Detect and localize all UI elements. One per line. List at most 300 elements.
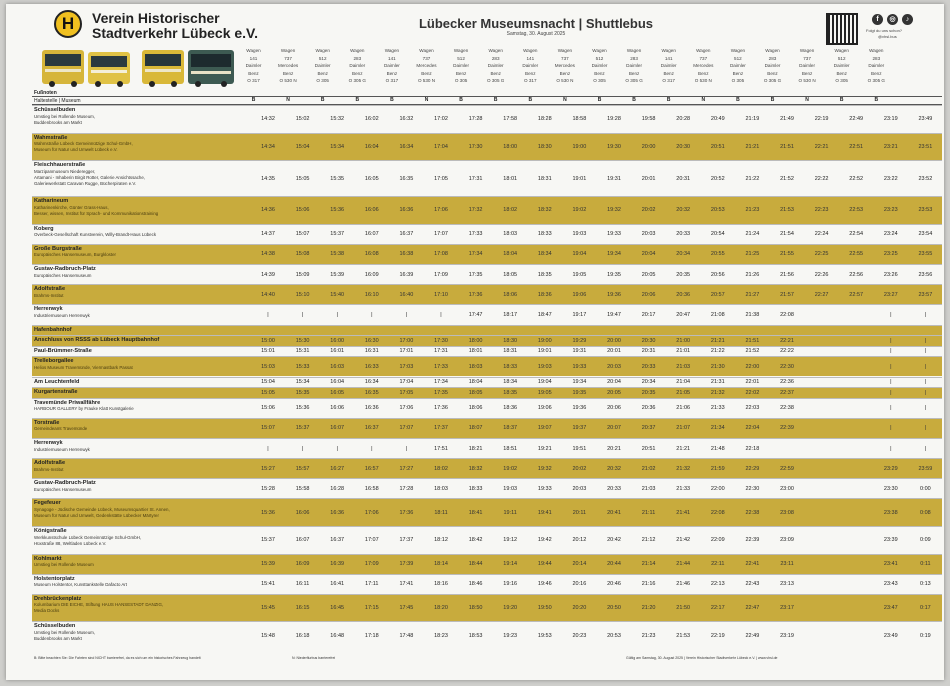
departure-time: | [890,337,892,344]
departure-time: | [336,445,338,452]
departure-time: 18:37 [503,425,518,432]
departure-time: 22:37 [780,389,794,396]
departure-time: 21:05 [676,389,691,396]
bus-header-m: Daimler [660,63,677,69]
departure-time: 16:37 [330,537,345,544]
departure-time: | [890,445,892,452]
departure-time: 19:14 [503,561,518,568]
departure-time: 21:03 [676,363,691,370]
departure-time: 16:05 [330,389,345,396]
departure-time: 19:35 [572,389,587,396]
accessibility-code: B [390,97,394,103]
departure-time: 17:30 [434,337,448,344]
departure-time: 21:30 [710,363,725,370]
departure-time: 19:31 [572,348,587,355]
table-row [32,458,942,478]
departure-time: 15:39 [261,561,275,568]
bus-header [686,47,721,85]
departure-time: 19:00 [537,337,552,344]
departure-time: 15:10 [295,291,310,298]
stop-description: Industriemuseum Herrenwyk [34,312,90,318]
timetable-sheet [6,4,944,680]
departure-time: 16:36 [399,207,414,214]
table-row [32,264,942,284]
departure-time: 22:09 [710,537,725,544]
departure-time: | [890,389,892,396]
departure-time: 21:51 [780,143,794,150]
bus-header-b: Benz [421,70,432,76]
bus-header-n: 141 [526,55,535,61]
instagram-icon: ◎ [887,14,898,25]
departure-time: 21:21 [745,143,760,150]
departure-time: 17:15 [364,605,379,612]
departure-time: 15:02 [295,116,310,123]
departure-time: 19:36 [572,405,587,412]
departure-time: | [890,311,892,318]
stop-name: Gustav-Radbruch-Platz [34,480,96,487]
bus-header-t: O 530 N [279,78,297,84]
departure-time: 21:03 [641,485,656,492]
table-row [32,418,942,438]
departure-time: 22:39 [780,425,794,432]
departure-time: 17:31 [434,348,448,355]
table-row [32,554,942,574]
departure-time: 20:35 [676,271,691,278]
departure-time: 21:27 [745,291,760,298]
departure-time: 20:31 [641,348,656,355]
departure-time: 21:52 [745,348,760,355]
departure-time: 16:11 [295,581,310,588]
departure-time: 18:00 [503,143,518,150]
accessibility-code: B [770,97,775,103]
departure-time: 21:12 [641,537,656,544]
table-row [32,244,942,264]
departure-time: 15:01 [261,348,275,355]
departure-time: 15:37 [330,231,345,238]
stop-name: Am Leuchtenfeld [34,378,80,385]
stop-description: Museum Holstentor, Kunsttankstelle Dafacto Art [34,582,127,588]
departure-time: 17:28 [468,116,483,123]
departure-time: 16:09 [364,271,379,278]
departure-time: 18:16 [434,581,448,588]
stop-name: Trelleborgallee [34,358,74,365]
departure-time: 14:34 [261,143,275,150]
departure-time: 22:11 [711,561,725,568]
organization-name-line2: Stadtverkehr Lübeck e.V. [92,25,259,41]
departure-time: 22:47 [745,605,760,612]
bus-header [617,47,652,85]
departure-time: 19:00 [572,143,587,150]
stop-description: Marzipanmuseum Niederegger, [34,168,96,174]
accessibility-code: B [839,97,844,103]
departure-time: 18:03 [434,485,448,492]
bus-header-w: Wagen [384,48,400,53]
departure-time: 20:03 [607,363,621,370]
departure-time: | [336,311,338,318]
departure-time: 15:36 [295,405,310,412]
departure-time: 17:28 [399,485,414,492]
bus-header-b: Benz [698,70,709,76]
bus-header-b: Benz [386,70,398,76]
bus-photo [88,52,130,87]
departure-time: 18:44 [468,561,483,568]
bus-header [409,47,444,85]
departure-time: 15:35 [295,389,310,396]
accessibility-code: B [597,97,602,103]
departure-time: 0:00 [920,485,931,492]
departure-time: 19:01 [537,348,552,355]
bus-photo [188,50,234,87]
bus-header-m: Daimler [487,63,504,69]
accessibility-code: N [424,97,429,103]
departure-time: 20:20 [572,605,587,612]
bus-header-b: Benz [317,70,328,76]
departure-time: 16:57 [364,465,379,472]
bus-header [340,47,375,85]
bus-header [478,47,513,85]
departure-time: 20:04 [607,379,621,386]
departure-time: | [301,445,304,452]
departure-time: 18:33 [468,485,483,492]
divider [32,96,942,97]
departure-time: 21:59 [710,465,725,472]
departure-time: 16:01 [330,348,345,355]
departure-time: 20:53 [607,632,621,639]
departure-time: 23:13 [780,581,794,588]
bus-header-n: 141 [664,55,673,61]
stop-name: Schüsselbuden [34,623,76,630]
departure-time: 22:17 [710,605,725,612]
departure-time: 15:05 [295,175,310,182]
bus-header [444,47,479,85]
departure-time: 23:19 [883,116,898,123]
departure-time: 16:10 [364,291,379,298]
departure-time: 21:50 [676,605,691,612]
departure-time: 17:34 [468,251,483,258]
departure-time: 19:03 [503,485,518,492]
bus-header-w: Wagen [350,48,365,53]
departure-time: 18:23 [434,632,448,639]
departure-time: 18:34 [537,251,552,258]
departure-time: 22:36 [780,379,794,386]
tiktok-icon: ♪ [902,14,913,25]
bus-header-n: 512 [318,55,327,61]
bus-header-w: Wagen [557,48,573,53]
departure-time: 15:05 [261,389,275,396]
departure-time: 16:41 [330,581,345,588]
bus-header-m: Mercedes [416,63,437,69]
bus-header-n: 283 [872,55,881,61]
departure-time: 21:53 [676,632,691,639]
stop-name: Torstraße [34,419,60,426]
departure-time: 16:02 [364,116,379,123]
departure-time: 16:07 [295,537,310,544]
departure-time: 19:28 [607,116,621,123]
bus-header-n: 283 [491,55,500,61]
departure-time: 0:09 [920,537,931,544]
departure-time: 20:35 [641,389,656,396]
bus-header-w: Wagen [869,48,884,53]
stop-name: Fegefeuer [34,500,61,507]
bus-header-b: Benz [455,70,467,76]
departure-time: 17:58 [503,116,518,123]
departure-time: | [890,379,892,386]
stop-description: Artamani - Inhaberin Birgit Rotter, Galerie Ansichtssache, [34,174,146,180]
bus-header-t: O 305 G [625,78,643,84]
departure-time: 21:24 [745,231,760,238]
departure-time: 21:46 [676,581,691,588]
departure-time: 16:08 [364,251,379,258]
departure-time: 19:34 [607,251,621,258]
departure-time: 22:43 [745,581,760,588]
departure-time: 15:39 [330,271,345,278]
departure-time: 19:23 [503,632,518,639]
page-subtitle: Samstag, 30. August 2025 [506,31,566,37]
departure-time: 22:22 [814,175,829,182]
departure-time: 21:02 [641,465,656,472]
bus-header-n: 141 [388,55,396,61]
departure-time: 20:01 [641,175,656,182]
departure-time: 18:42 [468,537,483,544]
departure-time: | [924,389,927,396]
bus-header-t: O 530 N [556,78,574,84]
departure-time: 16:00 [330,337,345,344]
departure-time: 19:02 [572,207,587,214]
bus-header-b: Benz [836,70,847,76]
departure-time: 16:31 [364,348,379,355]
departure-time: 19:04 [572,251,587,258]
departure-time: 17:30 [468,143,483,150]
departure-time: 14:32 [261,116,275,123]
departure-time: 20:33 [607,485,621,492]
departure-time: 20:57 [710,291,725,298]
stop-description: Brahms-Institut [34,292,64,298]
bus-header-b: Benz [732,70,744,76]
departure-time: | [890,405,892,412]
bus-header-b: Benz [525,70,536,76]
departure-time: 16:05 [364,175,379,182]
departure-time: 20:42 [607,537,621,544]
departure-time: 20:28 [676,116,691,123]
departure-time: 19:51 [572,445,587,452]
accessibility-code: B [251,97,256,103]
bus-header-b: Benz [871,70,882,76]
departure-time: 16:32 [399,116,414,123]
departure-time: 14:36 [261,207,275,214]
departure-time: 23:53 [918,207,933,214]
departure-time: 17:35 [468,271,483,278]
departure-time: 22:54 [849,231,864,238]
departure-time: 21:25 [745,251,760,258]
departure-time: 15:37 [261,537,275,544]
departure-time: 15:34 [330,143,345,150]
departure-time: 0:19 [920,632,931,639]
bus-header [305,47,340,85]
stop-description: Buddenbrooks am Markt [34,635,82,641]
departure-time: 19:32 [537,465,552,472]
stop-description: Europäisches Hansemuseum [34,486,92,492]
departure-time: 15:45 [261,605,275,612]
departure-time: 20:54 [710,231,725,238]
bus-header-m: Daimler [522,63,539,69]
bus-header-w: Wagen [523,48,538,53]
bus-header-w: Wagen [280,48,296,53]
departure-time: 19:05 [537,389,552,396]
stop-description: Europäisches Hansemuseum [34,272,92,278]
departure-time: 18:32 [468,465,483,472]
departure-time: 19:42 [537,537,552,544]
departure-time: 21:04 [676,379,691,386]
departure-time: 22:21 [814,143,829,150]
departure-time: 15:36 [261,509,275,516]
departure-time: 21:23 [641,632,656,639]
stop-description: Kolumbarium DIE EICHE, Stiftung HAUS HANSESTADT DANZIG, [34,602,164,608]
bus-header-t: O 530 N [798,78,816,84]
departure-time: 18:12 [434,537,448,544]
departure-time: 16:34 [399,143,414,150]
bus-header [720,47,755,85]
departure-time: 22:39 [745,537,760,544]
departure-time: 21:08 [710,311,725,318]
accessibility-code: B [666,97,671,103]
departure-time: 17:32 [468,207,483,214]
bus-header-t: O 305 [454,78,468,84]
departure-time: 16:39 [399,271,414,278]
bus-header [547,47,582,85]
departure-time: 20:23 [572,632,587,639]
departure-time: 19:06 [572,291,587,298]
departure-time: 20:06 [607,405,621,412]
departure-time: 23:21 [883,143,898,150]
departure-time: 18:03 [503,231,518,238]
organization-logo: H [54,10,82,38]
bus-header-m: Daimler [314,63,331,69]
departure-time: 20:07 [607,425,621,432]
departure-time: 20:51 [710,143,725,150]
departure-time: 21:33 [710,405,725,412]
departure-time: 19:32 [607,207,621,214]
qr-code-icon [826,13,858,45]
table-row [32,284,942,304]
departure-time: 20:37 [641,425,656,432]
table-row [32,304,942,324]
stop-description: Umstieg bei Rollende Museum, [34,113,96,119]
departure-time: 17:33 [434,363,448,370]
departure-time: 17:47 [468,311,483,318]
stop-name: Große Burgstraße [34,245,82,252]
departure-time: 22:13 [710,581,725,588]
departure-time: 21:42 [676,537,691,544]
table-row [32,160,942,196]
accessibility-code: N [805,97,809,103]
accessibility-code: B [320,97,325,103]
stop-name: Holstentorplatz [34,575,75,582]
departure-time: 16:40 [399,291,414,298]
departure-time: 20:52 [710,175,725,182]
departure-time: 23:19 [780,632,794,639]
departure-time: 21:20 [641,605,656,612]
departure-time: 16:30 [364,337,379,344]
departure-time: 19:34 [572,379,587,386]
departure-time: 16:38 [399,251,414,258]
departure-time: 17:07 [399,425,414,432]
departure-time: 22:08 [780,311,794,318]
departure-time: 21:57 [780,291,794,298]
departure-time: 22:49 [745,632,760,639]
departure-time: 16:27 [330,465,345,472]
departure-time: 18:36 [503,405,518,412]
bus-header-n: 141 [249,55,258,61]
departure-time: 22:03 [745,405,760,412]
departure-time: 23:22 [883,175,898,182]
departure-time: 0:08 [920,509,931,516]
departure-time: 20:21 [607,445,621,452]
table-row [32,438,942,458]
departure-time: 18:47 [537,311,552,318]
departure-time: 18:31 [503,348,518,355]
departure-time: 17:06 [364,509,379,516]
bus-header-t: O 305 G [867,78,885,84]
bus-photos [40,44,236,88]
departure-time: 18:20 [434,605,448,612]
bus-header-t: O 305 [316,78,329,84]
bus-header [790,47,825,85]
departure-time: 23:25 [883,251,898,258]
departure-time: 18:14 [434,561,448,568]
bus-header-w: Wagen [730,48,746,53]
departure-time: 17:02 [434,116,448,123]
facebook-icon: f [872,14,883,25]
departure-time: 19:44 [537,561,552,568]
departure-time: | [405,445,408,452]
departure-time: 18:05 [468,389,483,396]
departure-time: 19:20 [503,605,518,612]
departure-time: 21:26 [745,271,760,278]
bus-header-w: Wagen [696,48,711,53]
departure-time: 14:37 [261,231,275,238]
stop-description: Helios Museum Travemünde, Viermastbark Passat [34,364,133,370]
departure-time: 19:41 [537,509,552,516]
stop-description: Besser, wissen, Institut für Sprach- und Kommunikationstraining [34,210,159,216]
page-title: Lübecker Museumsnacht | Shuttlebus [418,16,654,31]
bus-header-n: 737 [422,55,431,61]
bus-header-n: 283 [768,55,777,61]
departure-time: 17:08 [434,251,448,258]
bus-header-m: Daimler [591,63,608,69]
bus-header-n: 283 [353,55,362,61]
departure-time: 19:33 [537,485,552,492]
departure-time: 21:41 [676,509,691,516]
departure-time: 16:18 [295,632,310,639]
departure-time: | [924,363,927,370]
bus-header-m: Daimler [383,63,400,69]
departure-time: 16:34 [364,379,379,386]
departure-time: | [924,348,927,355]
departure-time: 14:35 [261,175,275,182]
accessibility-code: B [355,97,360,103]
departure-time: 23:57 [918,291,933,298]
stop-name: Wahmstraße [34,134,68,141]
departure-time: 17:45 [399,605,414,612]
departure-time: 15:33 [295,363,310,370]
departure-time: 23:39 [883,537,898,544]
bus-header [236,47,271,85]
bus-header-t: O 317 [524,78,537,84]
table-row [32,196,942,224]
departure-time: 18:03 [468,363,483,370]
departure-time: 20:05 [607,389,621,396]
departure-time: 18:33 [537,231,552,238]
